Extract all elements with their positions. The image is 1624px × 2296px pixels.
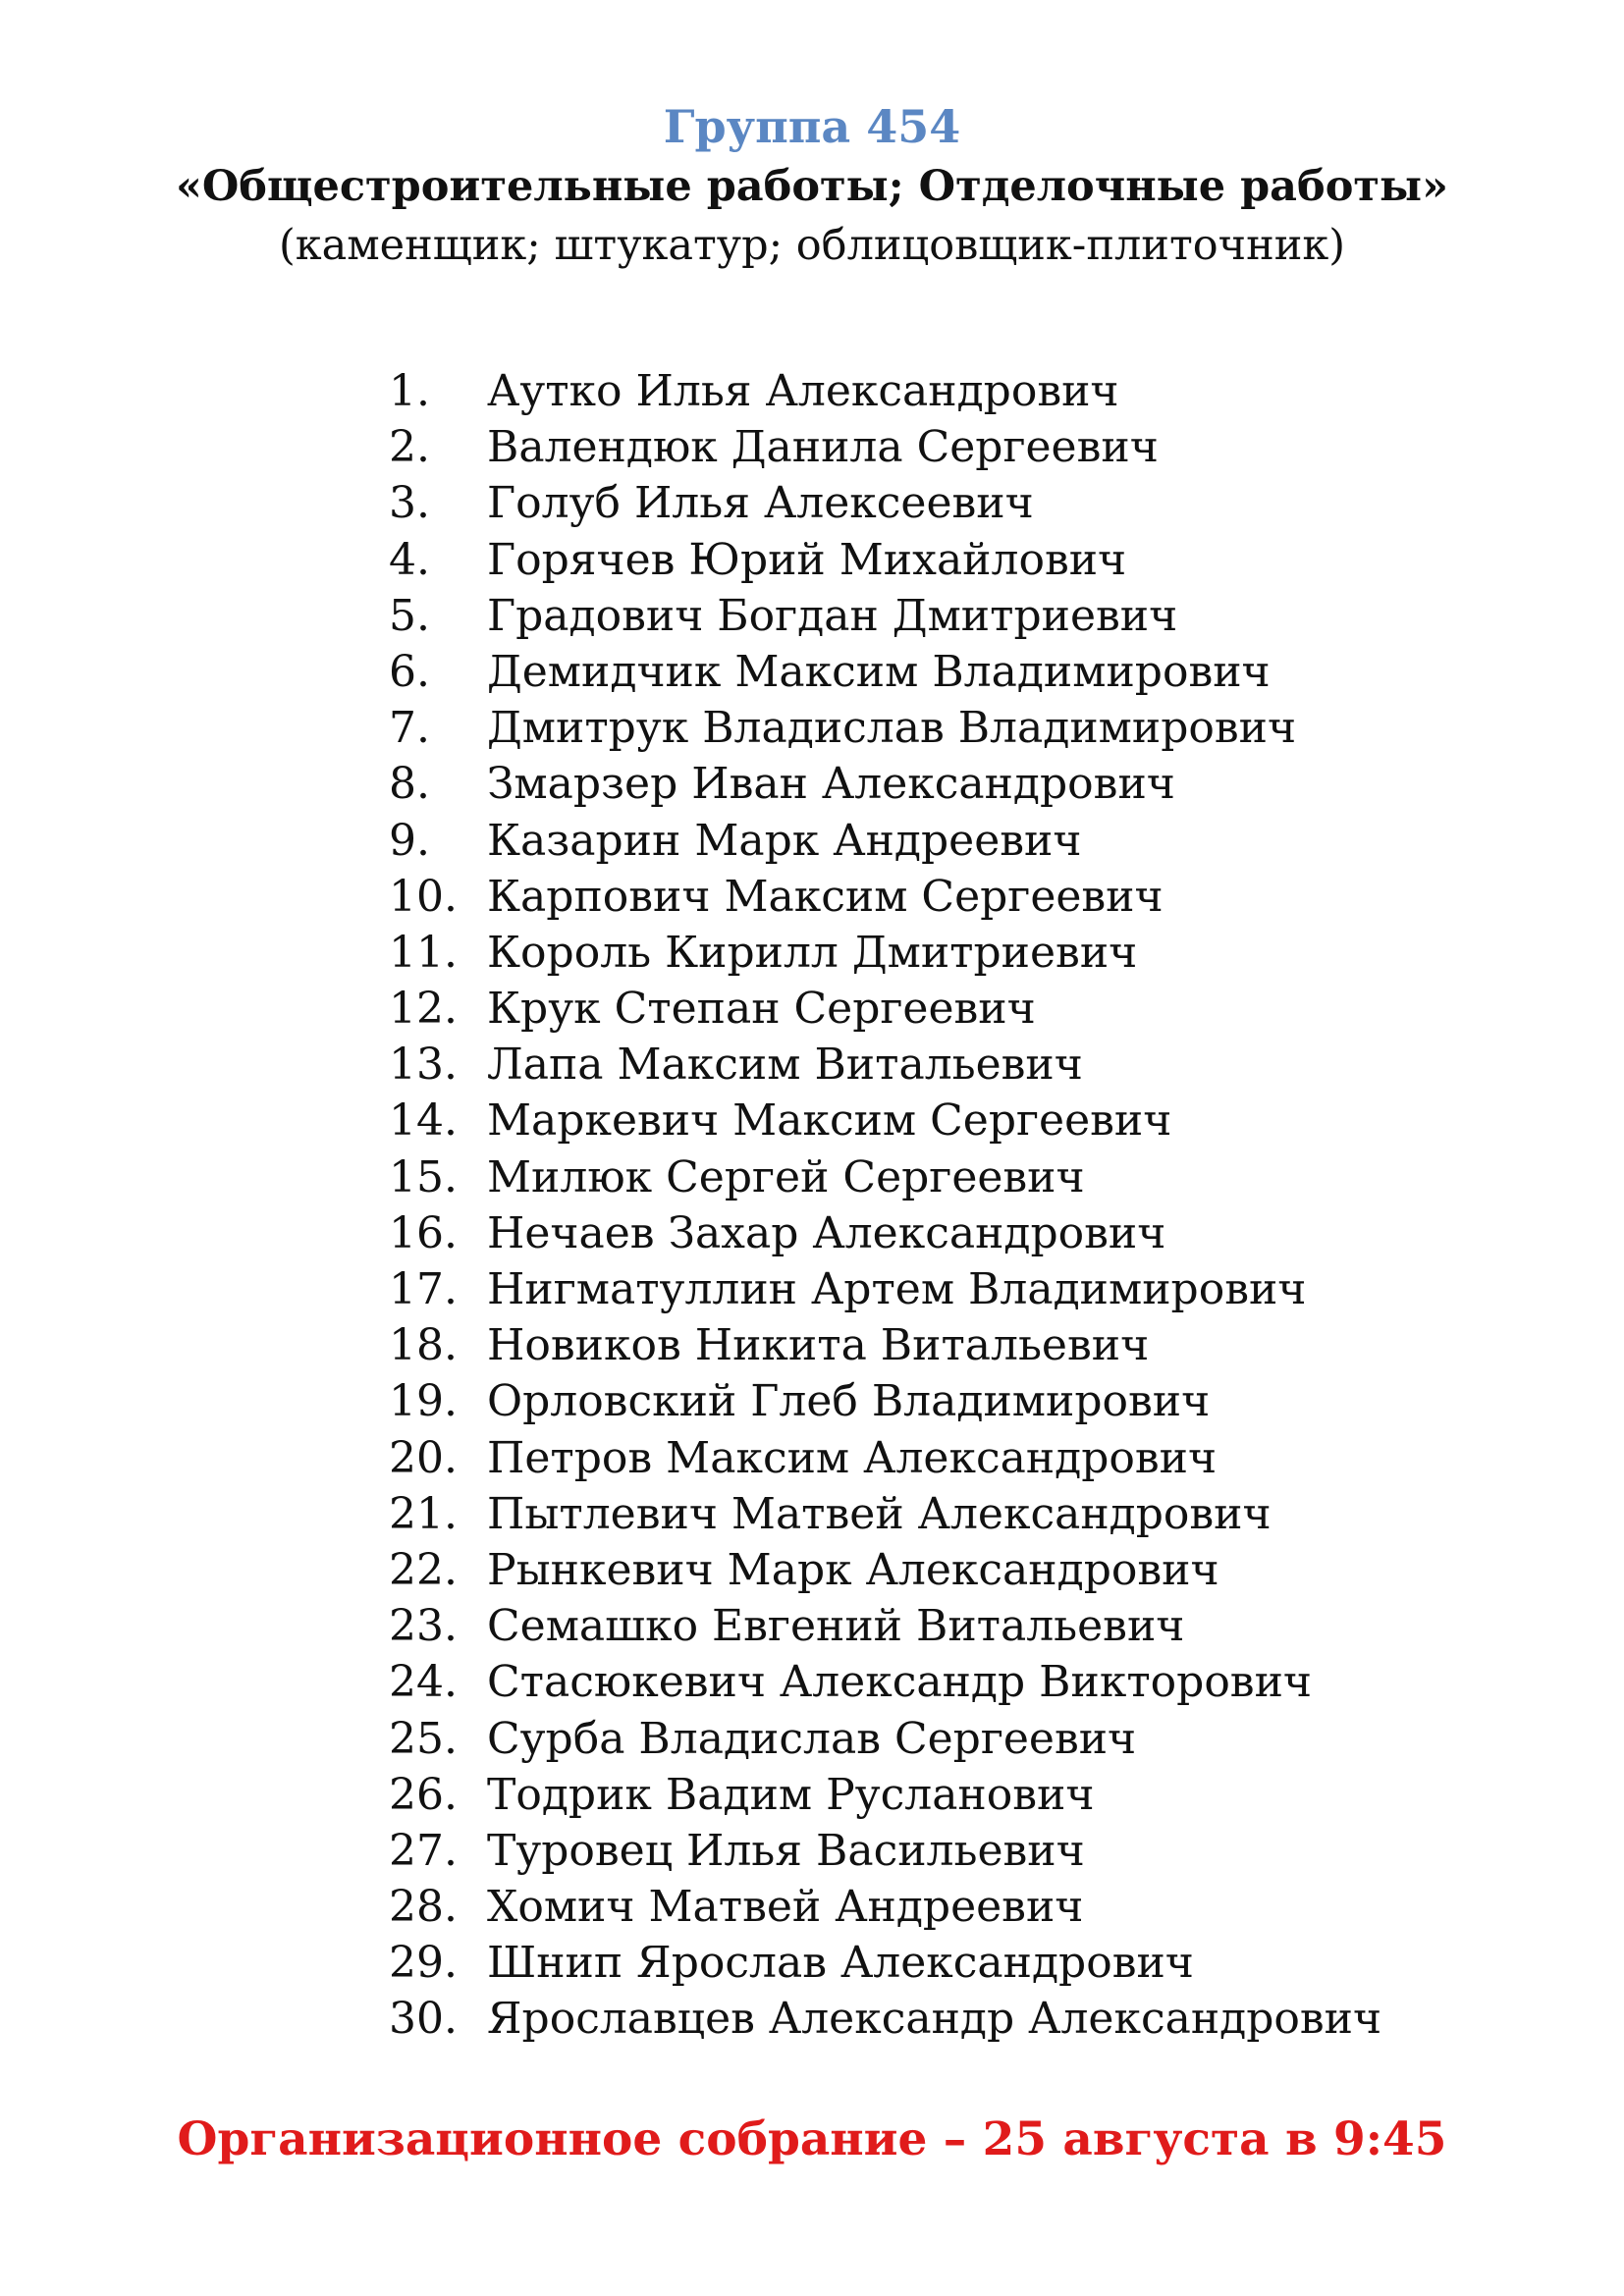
list-item [389, 813, 1381, 869]
list-item [389, 1037, 1381, 1093]
student-list [389, 363, 1381, 2048]
student-number: 11. [389, 927, 458, 978]
student-name: Семашко Евгений Витальевич [487, 1601, 1185, 1652]
student-name: Демидчик Максим Владимирович [487, 646, 1271, 697]
student-number: 2. [389, 422, 430, 473]
student-number: 27. [389, 1825, 458, 1876]
student-name: Стасюкевич Александр Викторович [487, 1657, 1312, 1708]
list-item [389, 1373, 1381, 1429]
student-number: 30. [389, 1994, 458, 2045]
student-number: 8. [389, 759, 430, 810]
student-name: Милюк Сергей Сергеевич [487, 1151, 1085, 1202]
list-item [389, 1991, 1381, 2047]
student-name: Сурба Владислав Сергеевич [487, 1713, 1137, 1764]
specialty-title: «Общестроительные работы; Отделочные работы» [175, 162, 1449, 211]
list-item [389, 700, 1381, 756]
student-name: Нигматуллин Артем Владимирович [487, 1264, 1307, 1314]
student-name: Валендюк Данила Сергеевич [487, 422, 1159, 473]
student-name: Ярославцев Александр Александрович [487, 1994, 1382, 2045]
student-name: Градович Богдан Дмитриевич [487, 590, 1178, 641]
list-item [389, 1598, 1381, 1654]
student-number: 9. [389, 815, 430, 866]
student-name: Шнип Ярослав Александрович [487, 1938, 1194, 1989]
student-name: Маркевич Максим Сергеевич [487, 1095, 1172, 1147]
student-name: Крук Степан Сергеевич [487, 984, 1036, 1035]
student-number: 10. [389, 871, 458, 922]
student-name: Змарзер Иван Александрович [487, 759, 1175, 810]
student-number: 7. [389, 703, 430, 754]
student-name: Аутко Илья Александрович [487, 366, 1119, 416]
student-number: 15. [389, 1151, 458, 1202]
student-name: Пытлевич Матвей Александрович [487, 1488, 1272, 1539]
student-number: 17. [389, 1264, 458, 1314]
student-number: 23. [389, 1601, 458, 1652]
student-name: Карпович Максим Сергеевич [487, 871, 1164, 922]
list-item [389, 1317, 1381, 1373]
student-number: 29. [389, 1938, 458, 1989]
student-number: 6. [389, 646, 430, 697]
list-item [389, 1711, 1381, 1767]
list-item [389, 1767, 1381, 1823]
student-number: 24. [389, 1657, 458, 1708]
student-name: Петров Максим Александрович [487, 1432, 1218, 1483]
student-name: Казарин Марк Андреевич [487, 815, 1082, 866]
student-name: Дмитрук Владислав Владимирович [487, 703, 1297, 754]
list-item [389, 532, 1381, 588]
list-item [389, 1261, 1381, 1317]
student-name: Рынкевич Марк Александрович [487, 1544, 1219, 1595]
list-item [389, 869, 1381, 925]
professions-line: (каменщик; штукатур; облицовщик-плиточник) [278, 221, 1346, 270]
list-item [389, 1486, 1381, 1542]
list-item [389, 1654, 1381, 1710]
student-name: Король Кирилл Дмитриевич [487, 927, 1138, 978]
list-item [389, 1205, 1381, 1261]
list-item [389, 925, 1381, 981]
student-number: 16. [389, 1207, 458, 1258]
student-number: 22. [389, 1544, 458, 1595]
list-item [389, 1823, 1381, 1879]
student-number: 4. [389, 534, 430, 585]
list-item [389, 644, 1381, 700]
student-name: Тодрик Вадим Русланович [487, 1769, 1095, 1820]
list-item [389, 1149, 1381, 1205]
student-number: 28. [389, 1882, 458, 1933]
group-title: Группа 454 [663, 100, 961, 153]
meeting-notice: Организационное собрание – 25 августа в 9:45 [177, 2112, 1447, 2166]
list-item [389, 1935, 1381, 1991]
student-number: 5. [389, 590, 430, 641]
student-number: 13. [389, 1040, 458, 1091]
student-number: 12. [389, 984, 458, 1035]
list-item [389, 588, 1381, 644]
list-item [389, 1542, 1381, 1598]
student-name: Лапа Максим Витальевич [487, 1040, 1083, 1091]
student-number: 20. [389, 1432, 458, 1483]
student-number: 26. [389, 1769, 458, 1820]
list-item [389, 756, 1381, 812]
student-name: Хомич Матвей Андреевич [487, 1882, 1084, 1933]
student-name: Голуб Илья Алексеевич [487, 478, 1034, 529]
list-item [389, 1093, 1381, 1148]
list-item [389, 1879, 1381, 1935]
student-name: Нечаев Захар Александрович [487, 1207, 1166, 1258]
student-number: 3. [389, 478, 430, 529]
student-number: 1. [389, 366, 430, 416]
list-item [389, 981, 1381, 1037]
document-header [0, 96, 1624, 275]
list-item [389, 475, 1381, 531]
student-number: 21. [389, 1488, 458, 1539]
student-number: 25. [389, 1713, 458, 1764]
student-name: Орловский Глеб Владимирович [487, 1376, 1211, 1427]
list-item [389, 1430, 1381, 1486]
student-name: Горячев Юрий Михайлович [487, 534, 1127, 585]
student-name: Туровец Илья Васильевич [487, 1825, 1085, 1876]
student-number: 18. [389, 1320, 458, 1371]
student-number: 14. [389, 1095, 458, 1147]
list-item [389, 363, 1381, 419]
student-number: 19. [389, 1376, 458, 1427]
list-item [389, 419, 1381, 475]
student-name: Новиков Никита Витальевич [487, 1320, 1150, 1371]
